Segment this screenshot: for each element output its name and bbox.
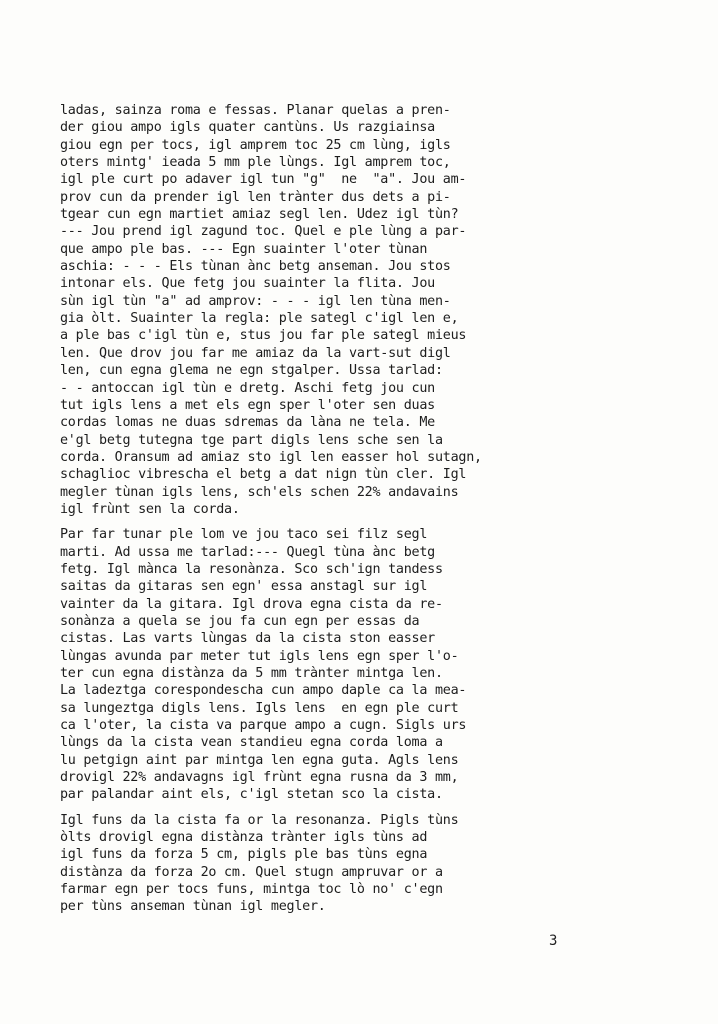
body-text xyxy=(60,102,700,916)
text-line: sùn igl tùn "a" ad amprov: - - - igl len tùna men- xyxy=(60,293,451,309)
paragraph xyxy=(60,526,700,804)
text-line: tgear cun egn martiet amiaz segl len. Udez igl tùn? xyxy=(60,207,459,223)
text-line: corda. Oransum ad amiaz sto igl len easser hol sutagn, xyxy=(60,449,482,465)
text-line: len. Que drov jou far me amiaz da la vart-sut digl xyxy=(60,345,451,361)
paragraph xyxy=(60,102,700,518)
text-line: lu petgign aint par mintga len egna guta. Agls lens xyxy=(60,752,459,768)
text-line: oters mintg' ieada 5 mm ple lùngs. Igl amprem toc, xyxy=(60,155,451,171)
text-line: vainter da la gitara. Igl drova egna cista da re- xyxy=(60,596,443,612)
text-line: saitas da gitaras sen egn' essa anstagl sur igl xyxy=(60,579,428,595)
text-line: tut igls lens a met els egn sper l'oter sen duas xyxy=(60,397,435,413)
text-line: igl frùnt sen la corda. xyxy=(60,501,240,517)
text-line: farmar egn per tocs funs, mintga toc lò no' c'egn xyxy=(60,882,443,898)
text-line: par palandar aint els, c'igl stetan sco la cista. xyxy=(60,787,443,803)
text-line: drovigl 22% andavagns igl frùnt egna rusna da 3 mm, xyxy=(60,770,459,786)
text-line: igl funs da forza 5 cm, pigls ple bas tùns egna xyxy=(60,847,428,863)
text-line: intonar els. Que fetg jou suainter la flita. Jou xyxy=(60,276,435,292)
text-line: e'gl betg tutegna tge part digls lens sche sen la xyxy=(60,432,443,448)
text-line: ca l'oter, la cista va parque ampo a cugn. Sigls urs xyxy=(60,718,467,734)
text-line: sonànza a quela se jou fa cun egn per essas da xyxy=(60,613,420,629)
text-line: marti. Ad ussa me tarlad:--- Quegl tùna ànc betg xyxy=(60,544,435,560)
text-line: giou egn per tocs, igl amprem toc 25 cm lùng, igls xyxy=(60,137,451,153)
text-line: ter cun egna distànza da 5 mm trànter mintga len. xyxy=(60,666,443,681)
text-line: --- Jou prend igl zagund toc. Quel e ple lùng a par- xyxy=(60,224,467,240)
text-line: aschia: - - - Els tùnan ànc betg anseman. Jou stos xyxy=(60,259,451,275)
text-line: - - antoccan igl tùn e dretg. Aschi fetg jou cun xyxy=(60,380,435,396)
text-line: que ampo ple bas. --- Egn suainter l'oter tùnan xyxy=(60,241,428,257)
text-line: lùngs da la cista vean standieu egna corda loma a xyxy=(60,735,443,751)
text-line: Par far tunar ple lom ve jou taco sei filz segl xyxy=(60,527,428,543)
text-line: megler tùnan igls lens, sch'els schen 22% andavains xyxy=(60,484,459,500)
text-line: a ple bas c'igl tùn e, stus jou far ple sategl mieus xyxy=(60,328,467,344)
text-line: fetg. Igl mànca la resonànza. Sco sch'ign tandess xyxy=(60,561,443,577)
text-line: La ladeztga corespondescha cun ampo daple ca la mea- xyxy=(60,683,467,699)
text-line: schaglioc vibrescha el betg a dat nign tùn cler. Igl xyxy=(60,467,467,483)
text-line: gia òlt. Suainter la regla: ple sategl c'igl len e, xyxy=(60,311,459,327)
text-line: òlts drovigl egna distànza trànter igls tùns ad xyxy=(60,830,428,846)
text-line: cordas lomas ne duas sdremas da làna ne tela. Me xyxy=(60,415,435,431)
text-line: igl ple curt po adaver igl tun "g" ne "a". Jou am- xyxy=(60,172,467,188)
text-line: Igl funs da la cista fa or la resonanza. Pigls tùns xyxy=(60,812,459,828)
paragraph xyxy=(60,812,700,916)
text-line: cistas. Las varts lùngas da la cista ston easser xyxy=(60,631,435,647)
text-line: ladas, sainza roma e fessas. Planar quelas a pren- xyxy=(60,103,451,118)
text-line: lùngas avunda par meter tut igls lens egn sper l'o- xyxy=(60,648,459,664)
text-line: len, cun egna glema ne egn stgalper. Ussa tarlad: xyxy=(60,363,443,379)
page-number: 3 xyxy=(549,933,558,949)
text-line: prov cun da prender igl len trànter dus dets a pi- xyxy=(60,189,451,205)
text-line: der giou ampo igls quater cantùns. Us razgiainsa xyxy=(60,120,435,136)
text-line: per tùns anseman tùnan igl megler. xyxy=(60,899,326,915)
text-line: sa lungeztga digls lens. Igls lens en egn ple curt xyxy=(60,700,459,716)
text-line: distànza da forza 2o cm. Quel stugn ampruvar or a xyxy=(60,864,443,880)
